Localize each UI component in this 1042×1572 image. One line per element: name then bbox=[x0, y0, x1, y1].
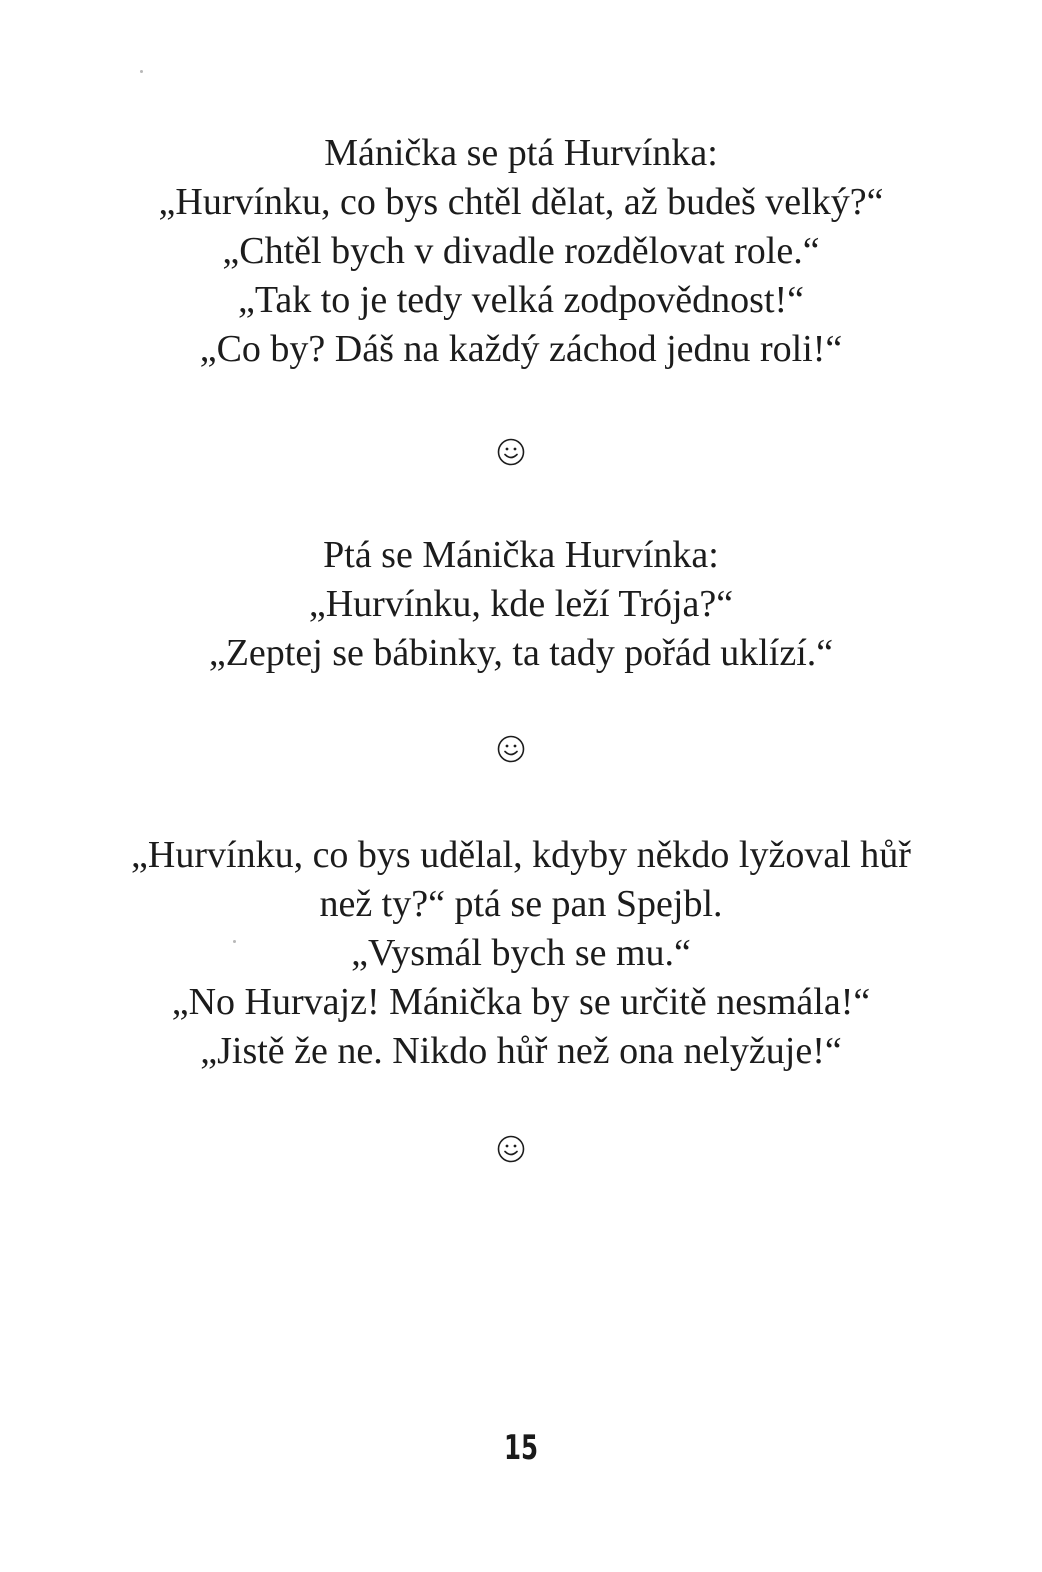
joke-line: „Co by? Dáš na každý záchod jednu roli!“ bbox=[199, 328, 843, 370]
joke-line: „Hurvínku, co bys udělal, kdyby někdo lyžoval hůř bbox=[131, 834, 911, 876]
joke-line: „Tak to je tedy velká zodpovědnost!“ bbox=[237, 279, 805, 321]
joke-block-1 bbox=[0, 129, 1042, 374]
joke-block-2 bbox=[0, 531, 1042, 678]
paper-speck bbox=[140, 70, 143, 73]
joke-line: „Hurvínku, co bys chtěl dělat, až budeš velký?“ bbox=[158, 181, 884, 223]
smiley-icon bbox=[496, 437, 526, 467]
joke-line: „Chtěl bych v divadle rozdělovat role.“ bbox=[222, 230, 820, 272]
joke-line: Ptá se Mánička Hurvínka: bbox=[323, 534, 719, 576]
smiley-icon bbox=[496, 1134, 526, 1164]
joke-line: „Vysmál bych se mu.“ bbox=[351, 932, 691, 974]
joke-line: „Zeptej se bábinky, ta tady pořád uklízí.“ bbox=[208, 632, 834, 674]
joke-line: než ty?“ ptá se pan Spejbl. bbox=[319, 883, 723, 925]
smiley-icon bbox=[496, 734, 526, 764]
joke-line: Mánička se ptá Hurvínka: bbox=[324, 132, 718, 174]
joke-line: „Hurvínku, kde leží Trója?“ bbox=[308, 583, 734, 625]
page-number: 15 bbox=[503, 1428, 539, 1468]
joke-block-3 bbox=[0, 831, 1042, 1076]
joke-line: „Jistě že ne. Nikdo hůř než ona nelyžuje!“ bbox=[200, 1030, 842, 1072]
joke-line: „No Hurvajz! Mánička by se určitě nesmála!“ bbox=[171, 981, 871, 1023]
